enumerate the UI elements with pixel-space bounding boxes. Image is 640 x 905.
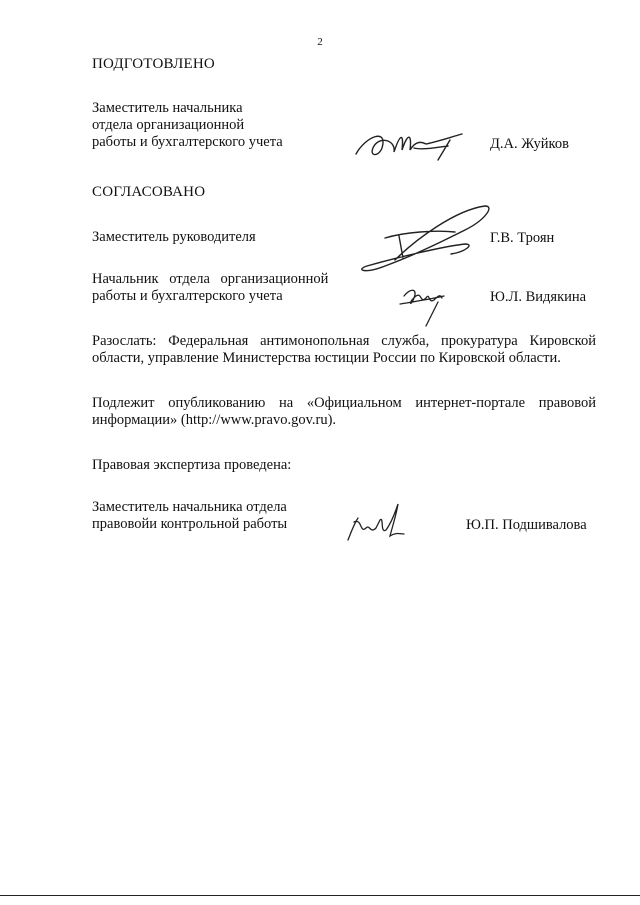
distribution-text: Разослать: Федеральная антимонопольная служба, прокуратура Кировской области, управление Министерства юстиции России по Кировской области.: [92, 333, 596, 366]
legal-review-position: [92, 499, 287, 533]
agreed-name-2: Ю.Л. Видякина: [490, 289, 587, 305]
prepared-position-line: отдела организационной: [92, 117, 245, 133]
signature-podshivalova: [340, 500, 410, 546]
agreed-position-line: Начальник отдела организационной: [92, 271, 329, 287]
signature-zhuykov: [352, 120, 482, 165]
page-bottom-edge: [0, 895, 640, 896]
agreed-name-1: Г.В. Троян: [490, 230, 555, 246]
agreed-position-2: [92, 271, 328, 305]
prepared-position: [92, 100, 283, 151]
prepared-name: Д.А. Жуйков: [490, 136, 569, 152]
legal-review-name: Ю.П. Подшивалова: [466, 517, 587, 533]
legal-review-heading: Правовая экспертиза проведена:: [92, 457, 292, 473]
prepared-heading: ПОДГОТОВЛЕНО: [92, 56, 215, 72]
signature-vidyakina: [398, 282, 458, 330]
agreed-position-line: работы и бухгалтерского учета: [92, 288, 283, 304]
page-number: 2: [317, 36, 323, 48]
prepared-position-line: работы и бухгалтерского учета: [92, 134, 283, 150]
legal-review-position-line: правовойи контрольной работы: [92, 516, 288, 532]
prepared-position-line: Заместитель начальника: [92, 100, 243, 116]
publication-text: Подлежит опубликованию на «Официальном интернет-портале правовой информации» (http://www.pravo.gov.ru).: [92, 395, 596, 428]
agreed-position-1: Заместитель руководителя: [92, 229, 256, 245]
agreed-heading: СОГЛАСОВАНО: [92, 184, 206, 200]
legal-review-position-line: Заместитель начальника отдела: [92, 499, 287, 515]
signature-troyan: [355, 200, 495, 290]
